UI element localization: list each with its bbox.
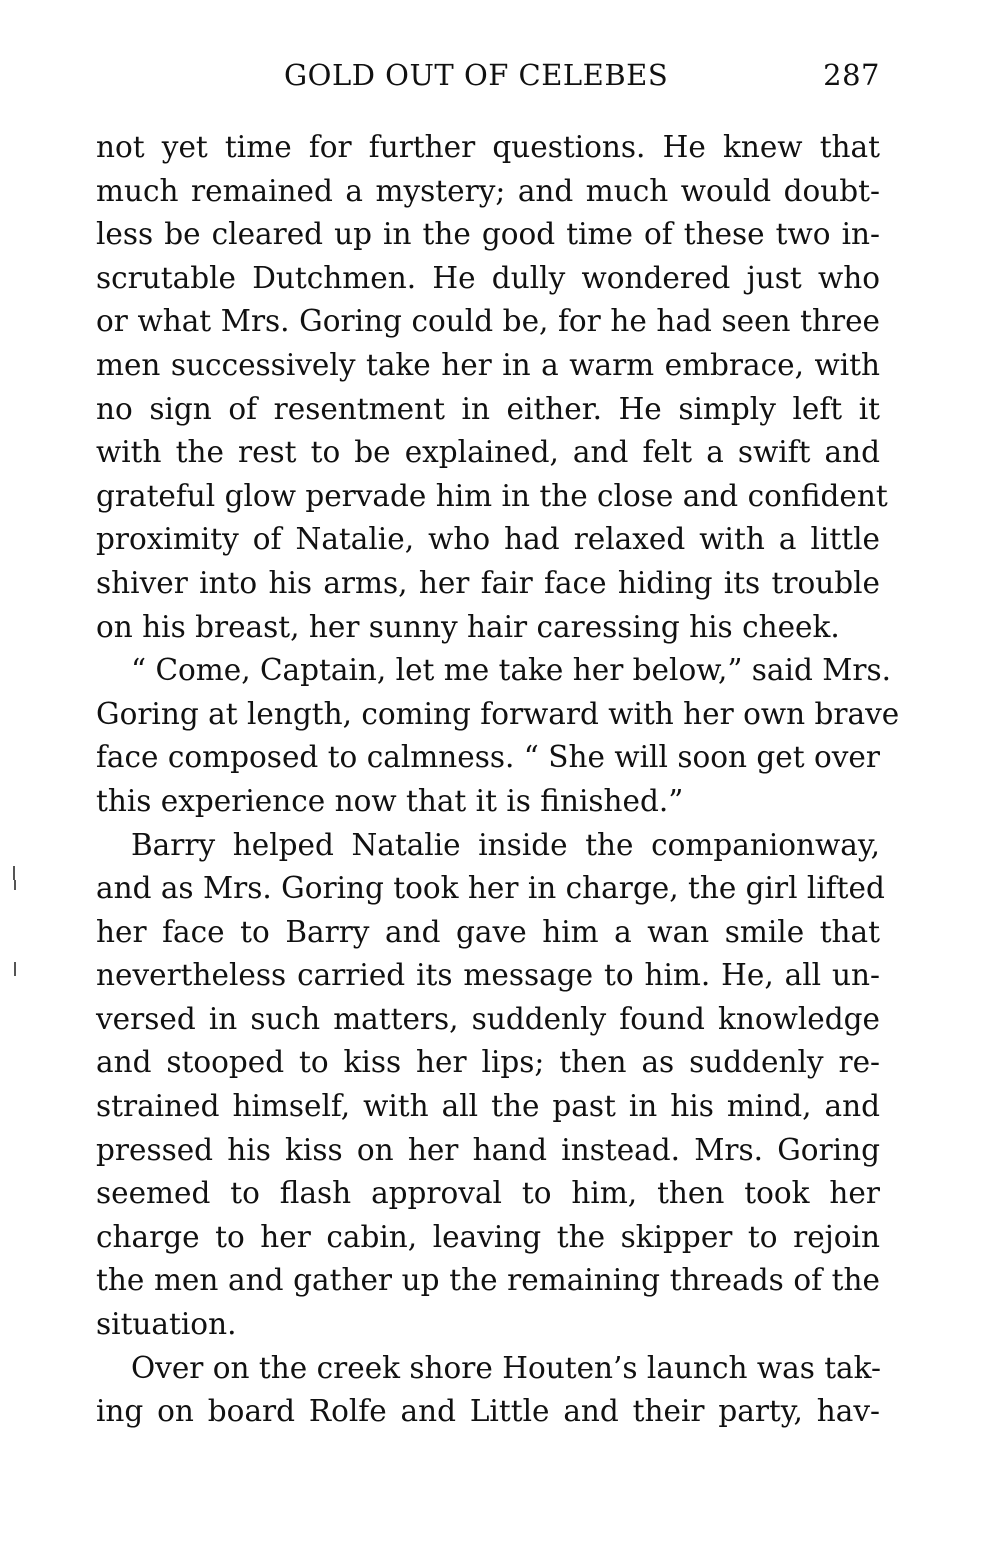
running-title: GOLD OUT OF CELEBES	[284, 58, 669, 92]
scan-speck	[13, 866, 15, 880]
text-line: scrutable Dutchmen. He dully wondered just who	[96, 260, 880, 295]
text-line: pressed his kiss on her hand instead. Mrs. Goring	[96, 1132, 880, 1167]
text-line: situation.	[96, 1307, 237, 1342]
text-line: versed in such matters, suddenly found knowledge	[96, 1001, 880, 1036]
text-line: not yet time for further questions. He knew that	[96, 130, 880, 164]
text-line: Barry helped Natalie inside the companionway,	[131, 827, 880, 862]
text-line: her face to Barry and gave him a wan smile that	[96, 914, 880, 949]
text-line: nevertheless carried its message to him. He, all un-	[96, 958, 880, 993]
text-line: charge to her cabin, leaving the skipper to rejoin	[96, 1219, 880, 1254]
text-line: men successively take her in a warm embrace, with	[96, 347, 880, 382]
text-line: the men and gather up the remaining threads of the	[96, 1263, 880, 1298]
text-line: seemed to flash approval to him, then took her	[96, 1176, 880, 1211]
text-line: proximity of Natalie, who had relaxed with a little	[96, 522, 880, 557]
text-line: or what Mrs. Goring could be, for he had seen three	[96, 304, 880, 339]
body-text	[96, 126, 900, 1434]
text-line: grateful glow pervade him in the close and confident	[96, 478, 888, 513]
text-line: no sign of resentment in either. He simply left it	[96, 391, 880, 426]
text-line: with the rest to be explained, and felt a swift and	[96, 435, 880, 470]
text-line: and stooped to kiss her lips; then as suddenly re-	[96, 1045, 880, 1080]
text-line: ing on board Rolfe and Little and their party, hav-	[96, 1394, 880, 1429]
running-head	[96, 58, 880, 104]
text-line: much remained a mystery; and much would doubt-	[96, 173, 880, 208]
text-line: strained himself, with all the past in his mind, and	[96, 1089, 880, 1124]
text-line: and as Mrs. Goring took her in charge, the girl lifted	[96, 871, 885, 906]
scan-speck	[14, 880, 16, 890]
text-line: shiver into his arms, her fair face hiding its trouble	[96, 565, 880, 600]
scan-speck	[14, 962, 16, 976]
text-line: less be cleared up in the good time of these two in-	[96, 217, 880, 252]
text-line: Over on the creek shore Houten’s launch was tak-	[131, 1350, 881, 1385]
text-line: face composed to calmness. “ She will soon get over	[96, 740, 880, 775]
text-line: “ Come, Captain, let me take her below,” said Mrs.	[131, 653, 892, 688]
text-line: this experience now that it is finished.”	[96, 783, 684, 818]
text-line: Goring at length, coming forward with her own brave	[96, 696, 900, 731]
text-line: on his breast, her sunny hair caressing his cheek.	[96, 609, 840, 644]
page-number: 287	[823, 58, 880, 92]
book-page	[96, 58, 900, 1434]
